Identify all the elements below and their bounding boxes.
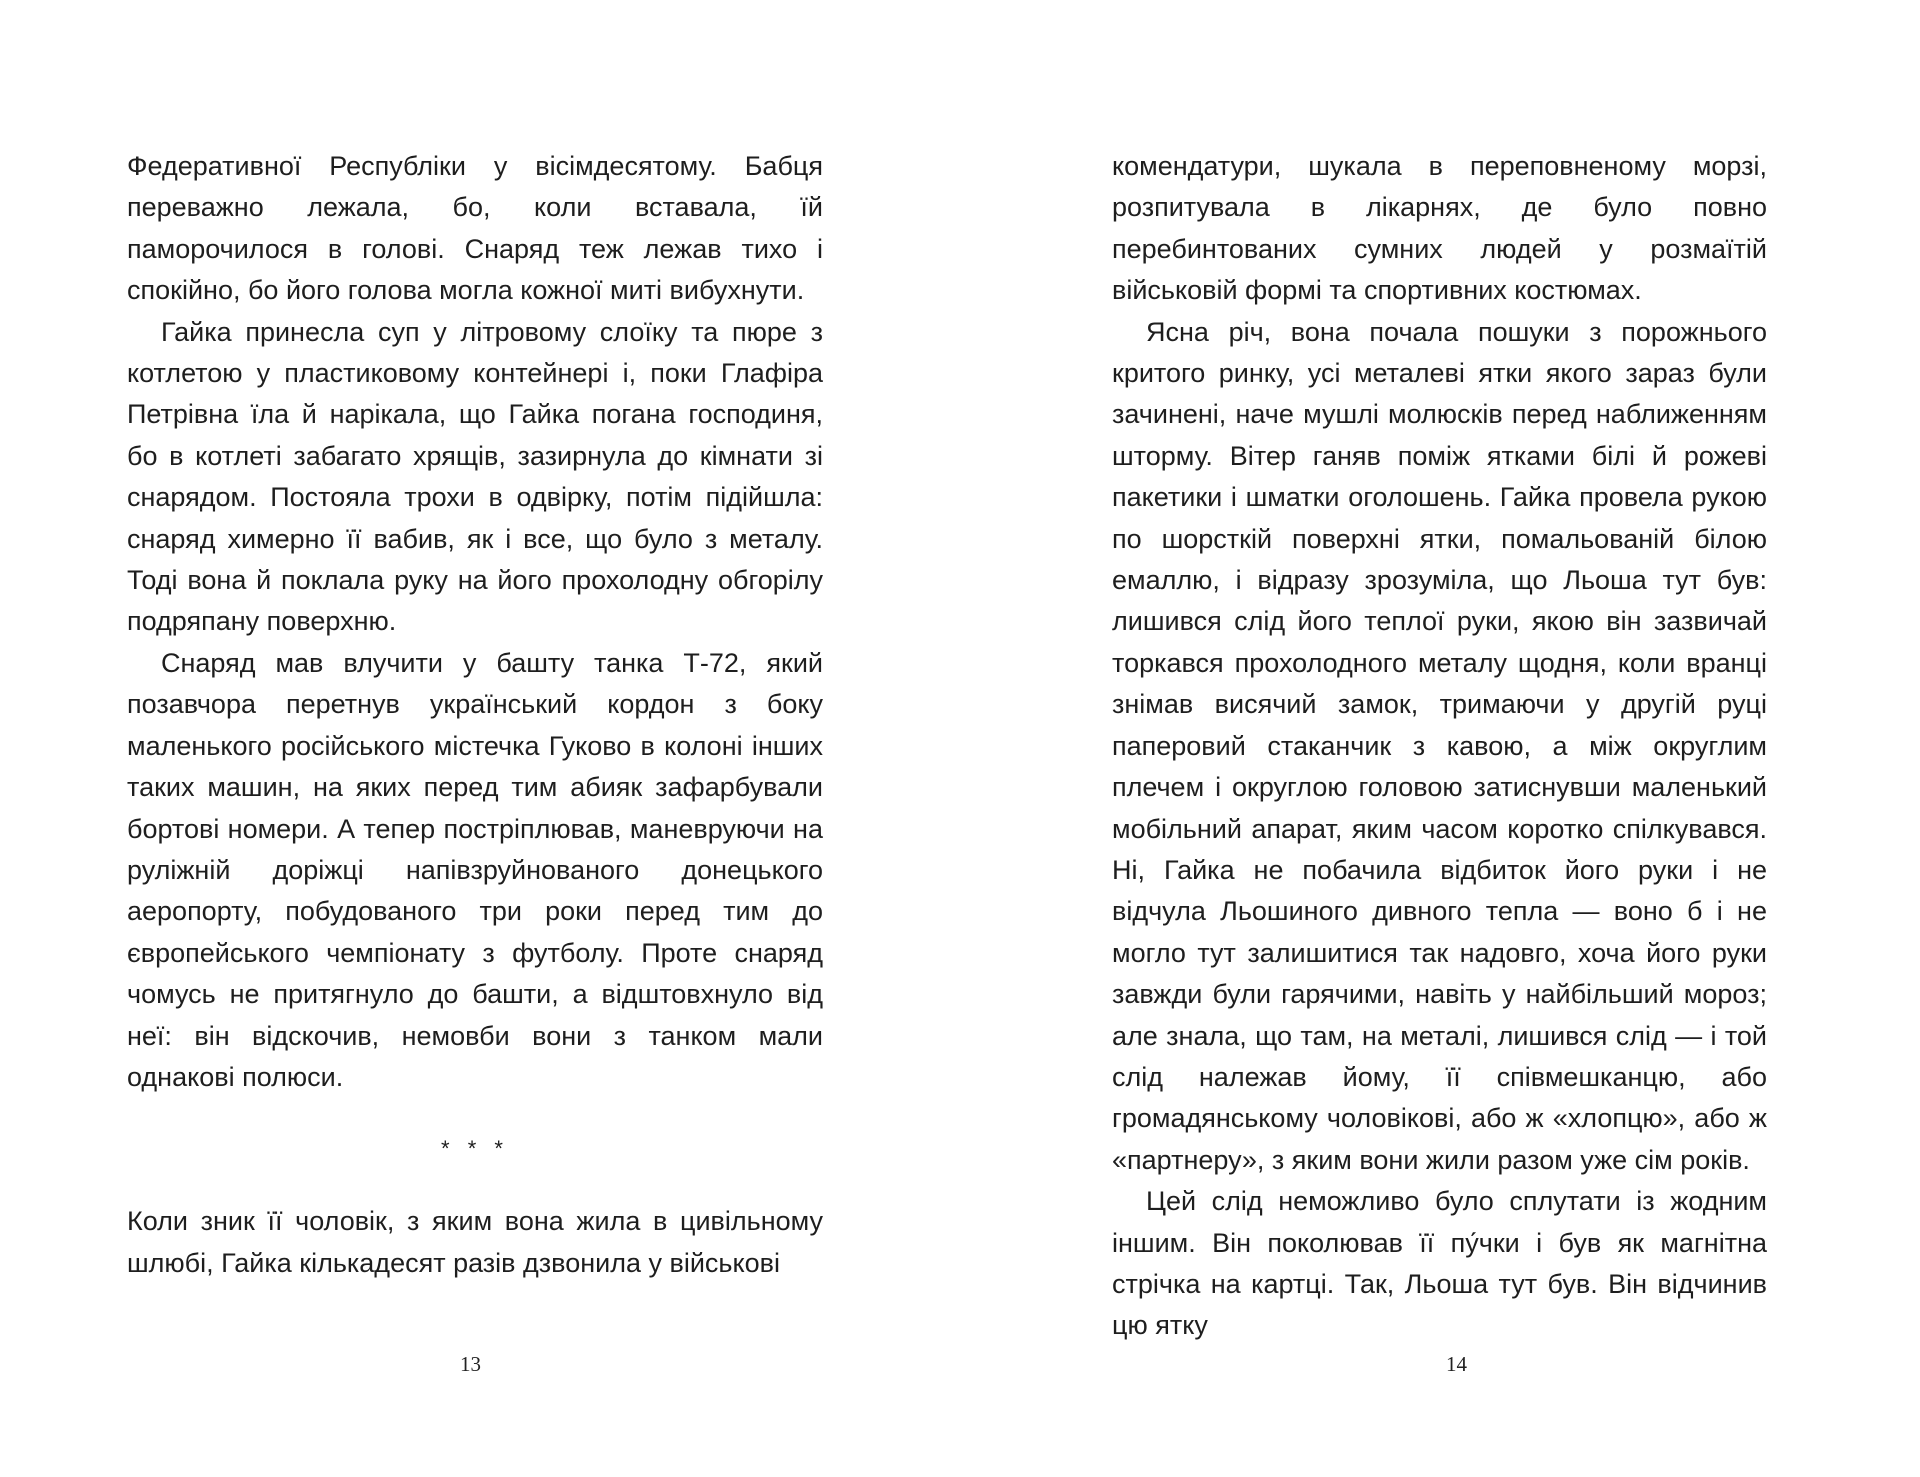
section-separator: * * * <box>441 1136 509 1162</box>
left-paragraph-1: Федеративної Республіки у вісімдесятому. Бабця переважно лежала, бо, коли вставала, їй паморочилося в голові. Снаряд теж лежав тихо і спокійно, бо його голова могла кожної миті вибухнути. <box>127 151 823 306</box>
left-page-text <box>127 146 823 1284</box>
right-page <box>960 0 1920 1477</box>
left-paragraph-2: Гайка принесла суп у літровому слоїку та пюре з котлетою у пластиковому контейнері і, поки Глафіра Петрівна їла й нарікала, що Гайка погана господиня, бо в котлеті забагато хрящів, зазирнула до кімнати зі снарядом. Постояла трохи в одвірку, потім підійшла: снаряд химерно її вабив, як і все, що було з металу. Тоді вона й поклала руку на його прохолодну обгорілу подряпану поверхню. <box>127 316 823 637</box>
right-paragraph-2: Ясна річ, вона почала пошуки з порожнього критого ринку, усі металеві ятки якого зараз були зачинені, наче мушлі молюсків перед наближенням шторму. Вітер ганяв поміж ятками білі й рожеві пакетики і шматки оголошень. Гайка провела рукою по шорсткій поверхні ятки, помальованій білою емаллю, і відразу зрозуміла, що Льоша тут був: лишився слід його теплої руки, якою він зазвичай торкався прохолодного металу щодня, коли вранці знімав висячий замок, тримаючи у другій руці паперовий стаканчик з кавою, а між округлим плечем і округлою головою затиснувши маленький мобільний апарат, яким часом коротко спілкувався. Ні, Гайка не побачила відбиток його руки і не відчула Льошиного дивного тепла — воно б і не могло тут залишитися так надовго, хоча його руки завжди були гарячими, навіть у найбільший мороз; але знала, що там, на металі, лишився слід — і той слід належав йому, її співмешканцю, або громадянському чоловікові, або ж «хлопцю», або ж «партнеру», з яким вони жили разом уже сім років. <box>1112 316 1767 1175</box>
left-paragraph-4: Коли зник її чоловік, з яким вона жила в цивільному шлюбі, Гайка кількадесят разів дзвонила у військові <box>127 1206 823 1278</box>
right-paragraph-3: Цей слід неможливо було сплутати із жодним іншим. Він поколював її пу́чки і був як магнітна стрічка на картці. Так, Льоша тут був. Він відчинив цю ятку <box>1112 1186 1767 1341</box>
left-page-number: 13 <box>460 1352 481 1376</box>
left-paragraph-3: Снаряд мав влучити у башту танка Т-72, який позавчора перетнув український кордон з боку маленького російського містечка Гуково в колоні інших таких машин, на яких перед тим абияк зафарбували бортові номери. А тепер постріплював, маневруючи на руліжній доріжці напівзруйнованого донецького аеропорту, побудованого три роки перед тим до європейського чемпіонату з футболу. Проте снаряд чомусь не притягнуло до башти, а відштовхнуло від неї: він відскочив, немовби вони з танком мали однакові полюси. <box>127 647 823 1092</box>
right-page-number: 14 <box>1446 1352 1467 1376</box>
right-paragraph-1: комендатури, шукала в переповненому морзі, розпитувала в лікарнях, де було повно перебинтованих сумних людей у розмаїтій військовій формі та спортивних костюмах. <box>1112 151 1767 306</box>
right-page-text <box>1112 146 1767 1347</box>
